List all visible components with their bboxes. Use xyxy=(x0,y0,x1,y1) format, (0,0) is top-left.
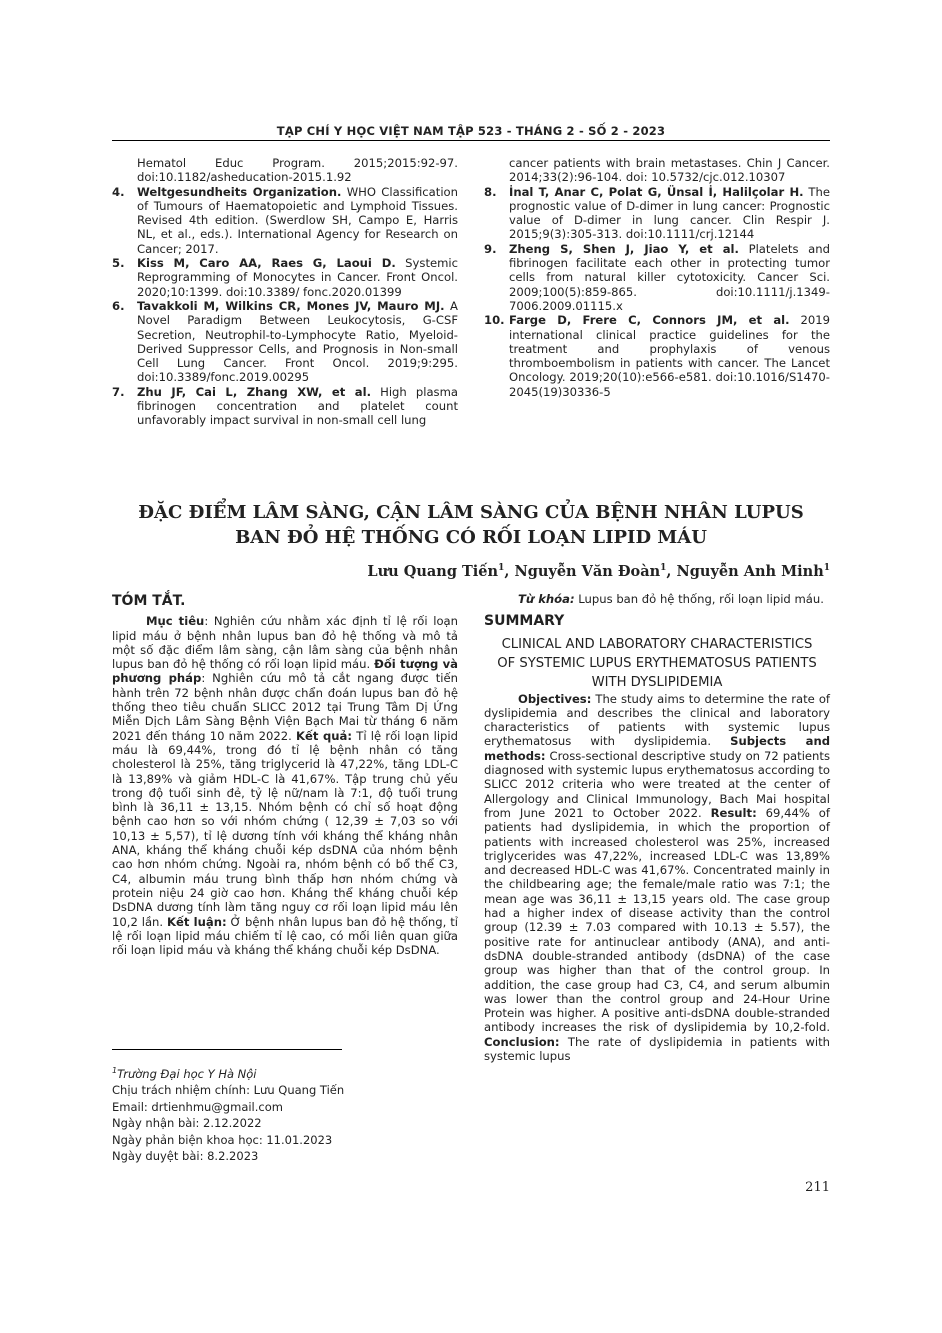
reference-authors: Kiss M, Caro AA, Raes G, Laoui D. xyxy=(137,256,396,271)
reference-continuation: cancer patients with brain metastases. Chin J Cancer. 2014;33(2):96-104. doi: 10.5732/cjc.012.10307 xyxy=(509,156,830,185)
reference-item xyxy=(112,256,458,299)
keywords xyxy=(484,592,830,606)
reference-number: 8. xyxy=(484,184,497,199)
reference-text: Systemic Reprogramming of Monocytes in Cancer. Front Oncol. 2020;10:1399. doi:10.3389/ fonc.2020.01399 xyxy=(137,256,459,299)
footnote-reviewed: Ngày phản biện khoa học: 11.01.2023 xyxy=(112,1132,333,1147)
reference-authors: Zhu JF, Cai L, Zhang XW, et al. xyxy=(137,384,371,399)
reference-item xyxy=(112,385,458,428)
summary-title: CLINICAL AND LABORATORY CHARACTERISTICS OF SYSTEMIC LUPUS ERYTHEMATOSUS PATIENTS WITH DYSLIPIDEMIA xyxy=(497,636,817,690)
conclusion-text: Ở bệnh nhân lupus ban đỏ hệ thống, tỉ lệ rối loạn lipid máu chiếm tỉ lệ cao, có mối liên quan giữa rối loạn lipid máu và kháng thể kháng chuỗi kép DsDNA. xyxy=(112,914,458,958)
author-affiliation: 1 xyxy=(498,563,505,574)
methods-label: Đối tượng và phương pháp xyxy=(112,657,459,686)
journal-header: TẠP CHÍ Y HỌC VIỆT NAM TẬP 523 - THÁNG 2 - SỐ 2 - 2023 xyxy=(276,124,666,138)
reference-text: 2019 international clinical practice guidelines for the treatment and prophylaxis of venous thromboembolism in patients with cancer. The Lancet Oncology. 2019;20(10):e566-e581. doi:10.1016/S1470-2045(19)30336-5 xyxy=(509,313,830,399)
header-rule xyxy=(112,140,830,141)
reference-body xyxy=(137,299,458,385)
footnote-affiliation xyxy=(112,1063,344,1082)
author-name: Nguyễn Văn Đoàn xyxy=(514,563,661,580)
reference-authors: Farge D, Frere C, Connors JM, et al. xyxy=(509,313,790,328)
affiliation-text: Trường Đại học Y Hà Nội xyxy=(117,1066,257,1081)
author-list: Lưu Quang Tiến$^1$, Nguyễn Văn Đoàn$^1$, Nguyễn Anh Minh$^1$ xyxy=(367,563,830,580)
reference-number: 7. xyxy=(112,384,125,399)
keywords-text: Lupus ban đỏ hệ thống, rối loạn lipid máu. xyxy=(574,592,824,606)
author-name: Lưu Quang Tiến xyxy=(367,563,499,580)
reference-number: 10. xyxy=(484,313,505,328)
reference-text: High plasma fibrinogen concentration and platelet count unfavorably impact survival in non-small cell lung xyxy=(137,384,458,428)
article-title-line-1: ĐẶC ĐIỂM LÂM SÀNG, CẬN LÂM SÀNG CỦA BỆNH NHÂN LUPUS xyxy=(138,502,804,523)
results-text: Tỉ lệ rối loạn lipid máu là 69,44%, trong đó tỉ lệ bệnh nhân có tăng cholesterol là 25%, tăng triglycerid là 47,22%, tăng LDL-C là 13,89% và giảm HDL-C là 41,67%. Tập trung chủ yếu trong độ tuổi sinh đẻ, tỷ lệ nữ/nam là 7:1, độ tuổi trung bình là 36,11 ± 13,15. Nhóm bệnh có chỉ số hoạt động bệnh cao hơn so với nhóm chứng ( 12,39 ± 7,03 so với 10,13 ± 5,57), tỉ lệ dương tính với kháng thể kháng nhân ANA, kháng thể kháng chuỗi kép dsDNA của nhóm bệnh cao hơn nhóm chứng. Ngoài ra, nhóm bệnh có bổ thể C3, C4, albumin máu trung bình thấp hơn nhóm chứng và protein niệu 24 giờ cao hơn. Kháng thể kháng chuỗi kép DsDNA dương tính làm tăng nguy cơ rối loạn lipid máu lên 10,2 lần. xyxy=(112,728,458,929)
result-text: 69,44% of patients had dyslipidemia, in which the proportion of patients with increased cholesterol was 25%, increased triglycerides was 47,22%, increased LDL-C was 13,89% and decreased HDL-C was 41,67%. Concentrated mainly in the childbearing age; the female/male ratio was 7:1; the mean age was 36,11 ± 13,15 years old. The case group had a higher index of disease activity than the control group (12.39 ± 7.03 compared with 10.13 ± 5.57), the positive rate for antinuclear antibody (ANA), and anti-dsDNA double-stranded antibody (dsDNA) of the case group was higher than that of the control group. In addition, the case group had C3, C4, and serum albumin was lower than the control group and 24-Hour Urine Protein was higher. A positive anti-dsDNA double-stranded antibody increases the risk of dyslipidemia by 10,2-fold. xyxy=(484,805,830,1035)
reference-authors: Tavakkoli M, Wilkins CR, Mones JV, Mauro MJ. xyxy=(137,298,445,313)
author-name: Nguyễn Anh Minh xyxy=(676,563,824,580)
references-left xyxy=(112,156,458,428)
conclusion-label: Kết luận: xyxy=(167,914,227,929)
reference-item xyxy=(484,313,830,399)
reference-authors: İnal T, Anar C, Polat G, Ünsal İ, Halilçolar H. xyxy=(509,184,804,199)
reference-body xyxy=(509,242,830,313)
summary-column xyxy=(484,592,830,1063)
conclusion-text-en: The rate of dyslipidemia in patients with systemic lupus xyxy=(484,1034,830,1064)
reference-number: 6. xyxy=(112,298,125,313)
objective-label: Mục tiêu xyxy=(146,614,205,629)
article-title xyxy=(112,500,830,550)
objective-text: : Nghiên cứu nhằm xác định tỉ lệ rối loạn lipid máu ở bệnh nhân lupus ban đỏ hệ thống và mô tả một số đặc điểm lâm sàng, cận lâm sàng của bệnh nhân lupus ban đỏ hệ thống có rối loạn lipid máu. xyxy=(112,614,458,672)
reference-text: Platelets and fibrinogen facilitate each other in protecting tumor cells from natural killer cytotoxicity. Cancer Sci. 2009;100(5):859-865. doi:10.1111/j.1349-7006.2009.01115.x xyxy=(509,241,830,313)
footnote-responsible: Chịu trách nhiệm chính: Lưu Quang Tiến xyxy=(112,1083,345,1098)
footnotes xyxy=(112,1063,344,1165)
result-label: Result: xyxy=(710,805,757,820)
reference-body xyxy=(137,385,458,428)
reference-authors: Weltgesundheits Organization. xyxy=(137,184,342,199)
subjects-text: Cross-sectional descriptive study on 72 patients diagnosed with systemic lupus erythematosus according to SLICC 2012 criteria who were treated at the center of Allergology and Clinical Immunology, Bach Mai hospital from June 2021 to October 2022. xyxy=(484,748,830,820)
reference-item xyxy=(484,185,830,242)
reference-body xyxy=(137,185,458,256)
reference-body xyxy=(509,185,830,242)
reference-number: 4. xyxy=(112,184,125,199)
reference-text: A Novel Paradigm Between Leukocytosis, G-CSF Secretion, Neutrophil-to-Lymphocyte Ratio, Myeloid-Derived Suppressor Cells, and Prognosis in Non-small Cell Lung Cancer. Front Oncol. 2019;9:295. doi:10.3389/fonc.2019.00295 xyxy=(137,298,458,385)
references-right xyxy=(484,156,830,399)
reference-number: 5. xyxy=(112,256,125,271)
methods-text: : Nghiên cứu mô tả cắt ngang được tiến hành trên 72 bệnh nhân được chẩn đoán lupus ban đỏ hệ thống theo tiêu chuẩn SLICC 2012 tại Trung Tâm Dị Ứng Miễn Dịch Lâm Sàng Bệnh Viện Bạch Mai từ tháng 6 năm 2021 đến tháng 10 năm 2022. xyxy=(112,671,458,743)
summary-heading: SUMMARY xyxy=(484,613,565,630)
abstract-vietnamese xyxy=(112,594,458,957)
article-title-line-2: BAN ĐỎ HỆ THỐNG CÓ RỐI LOẠN LIPID MÁU xyxy=(235,527,707,548)
reference-item xyxy=(112,299,458,385)
footnote-rule xyxy=(112,1049,342,1050)
reference-continuation: Hematol Educ Program. 2015;2015:92-97. doi:10.1182/asheducation-2015.1.92 xyxy=(137,156,458,185)
reference-item xyxy=(484,242,830,313)
conclusion-label-en: Conclusion: xyxy=(484,1034,560,1049)
summary-body xyxy=(484,692,830,1064)
reference-body xyxy=(509,313,830,399)
objectives-label: Objectives: xyxy=(518,691,592,706)
reference-text: WHO Classification of Tumours of Haematopoietic and Lymphoid Tissues. Revised 4th edition. (Swerdlow SH, Campo E, Harris NL, et al., eds.). International Agency for Research on Cancer; 2017. xyxy=(137,184,458,256)
keywords-label: Từ khóa: xyxy=(518,592,575,606)
footnote-email: Email: drtienhmu@gmail.com xyxy=(112,1099,283,1114)
reference-text: The prognostic value of D-dimer in lung cancer: Prognostic value of D-dimer in lung cancer. Clin Respir J. 2015;9(3):305-313. doi:10.1111/crj.12144 xyxy=(509,184,830,242)
footnote-accepted: Ngày duyệt bài: 8.2.2023 xyxy=(112,1149,259,1164)
objectives-text: The study aims to determine the rate of dyslipidemia and describes the clinical and laboratory characteristics of patients with systemic lupus erythematosus with dyslipidemia. xyxy=(484,691,830,749)
reference-body xyxy=(137,256,458,299)
author-affiliation: 1 xyxy=(823,563,830,574)
reference-item xyxy=(112,185,458,256)
results-label: Kết quả: xyxy=(296,728,353,743)
abstract-heading: TÓM TẮT. xyxy=(112,593,186,609)
reference-authors: Zheng S, Shen J, Jiao Y, et al. xyxy=(509,241,739,256)
abstract-body xyxy=(112,614,458,957)
reference-number: 9. xyxy=(484,241,497,256)
footnote-sup: 1 xyxy=(112,1066,118,1075)
footnote-received: Ngày nhận bài: 2.12.2022 xyxy=(112,1116,262,1131)
page-number: 211 xyxy=(805,1180,830,1195)
author-affiliation: 1 xyxy=(660,563,667,574)
subjects-label: Subjects and methods: xyxy=(484,734,830,763)
